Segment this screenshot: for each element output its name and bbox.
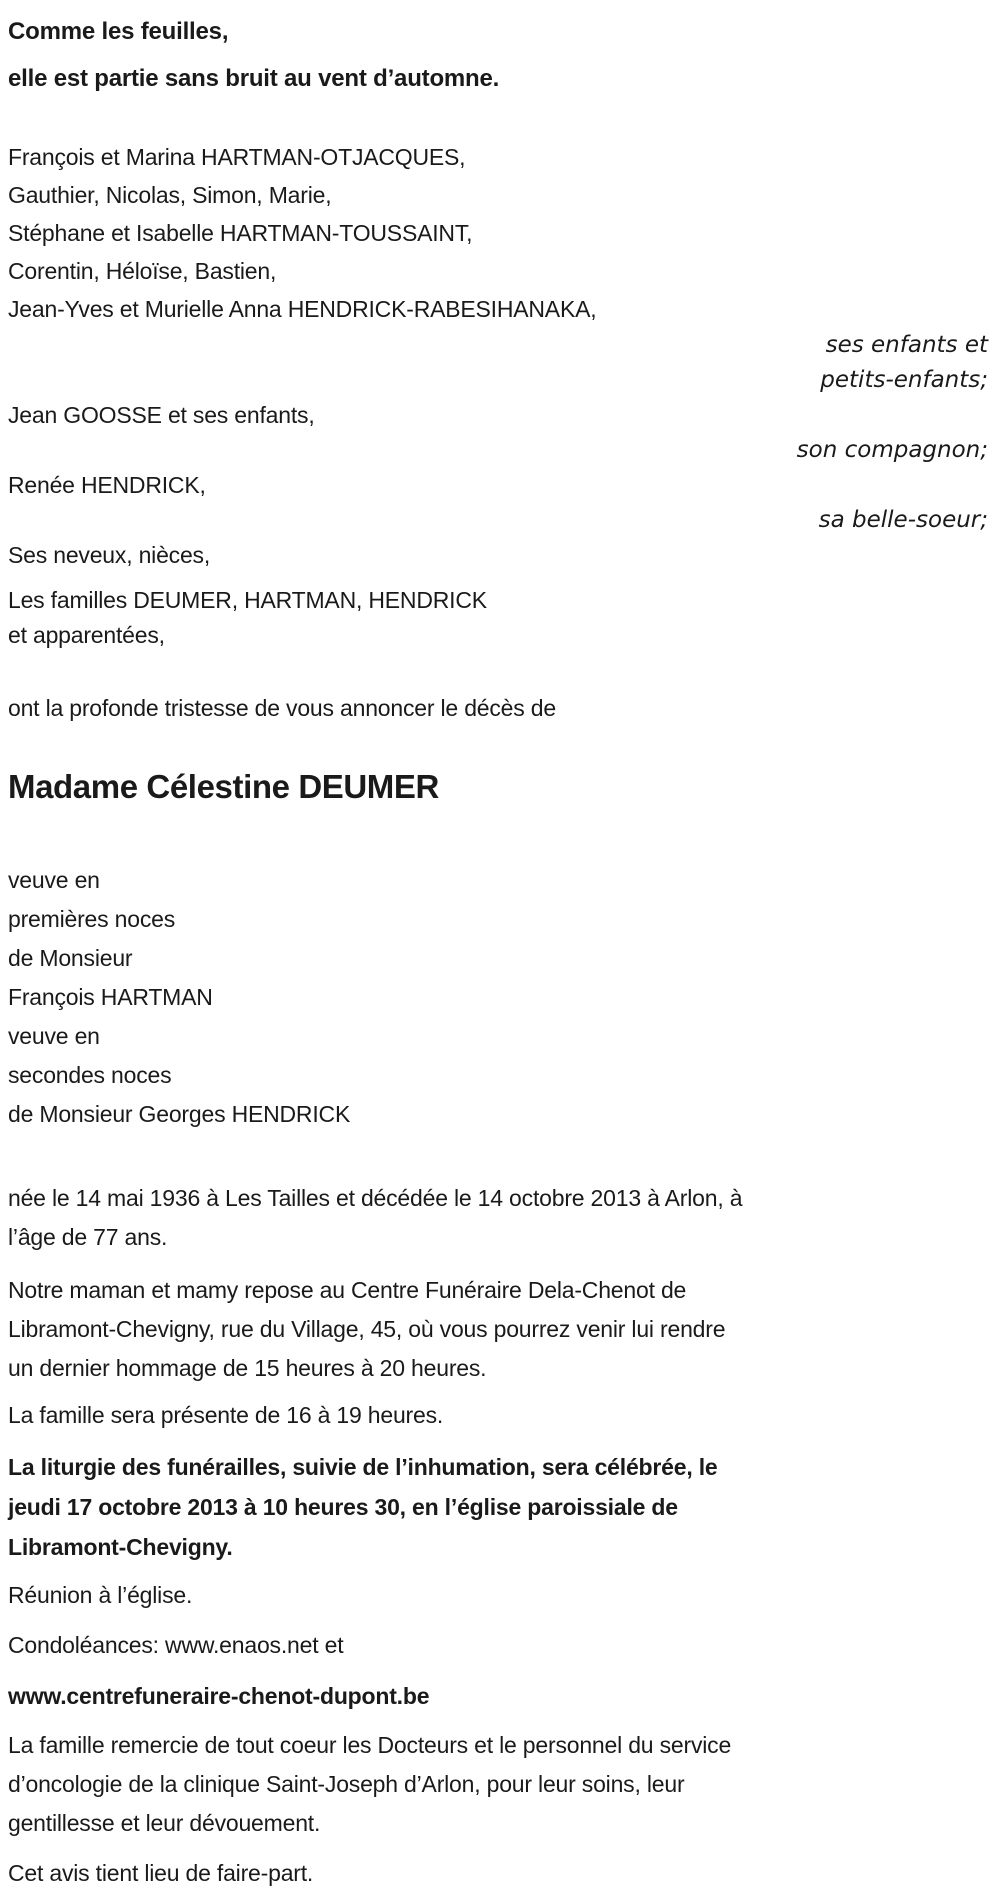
deceased-name: Madame Célestine DEUMER	[8, 768, 439, 805]
family-presence-paragraph: La famille sera présente de 16 à 19 heures.	[8, 1402, 444, 1428]
family-name-line: Gauthier, Nicolas, Simon, Marie,	[8, 182, 332, 208]
repose-paragraph: Notre maman et mamy repose au Centre Funéraire Dela-Chenot de Libramont-Chevigny, rue du Village, 45, où vous pourrez venir lui rendre un dernier hommage de 15 heures à 20 heures.	[8, 1277, 726, 1381]
family-name-line: Stéphane et Isabelle HARTMAN-TOUSSAINT,	[8, 220, 473, 246]
marriage-line: François HARTMAN	[8, 984, 213, 1010]
marriage-line: veuve en	[8, 867, 100, 893]
closing-paragraph: Cet avis tient lieu de faire-part.	[8, 1860, 314, 1886]
family-name-line: Ses neveux, nièces,	[8, 542, 211, 568]
meeting-paragraph: Réunion à l’église.	[8, 1582, 193, 1608]
relation-label: son compagnon;	[796, 437, 988, 463]
related-families	[8, 583, 988, 653]
epigraph	[8, 8, 988, 102]
family-name-line: et apparentées,	[8, 622, 165, 648]
relation-label: petits-enfants;	[820, 367, 988, 393]
marriages-block	[8, 861, 988, 1134]
announcement-sentence: ont la profonde tristesse de vous annoncer le décès de	[8, 695, 556, 721]
family-name-line: Renée HENDRICK,	[8, 472, 206, 498]
deceased-name-block	[8, 766, 988, 808]
family-name-line: Jean GOOSSE et ses enfants,	[8, 402, 315, 428]
marriage-line: secondes noces	[8, 1062, 172, 1088]
condolences-url-text: Condoléances: www.enaos.net et	[8, 1632, 344, 1658]
condolences-paragraph	[8, 1626, 988, 1665]
marriage-line: de Monsieur	[8, 945, 133, 971]
relation-label: sa belle-soeur;	[818, 507, 988, 533]
children-names	[8, 138, 988, 328]
funeral-liturgy-paragraph: La liturgie des funérailles, suivie de l’inhumation, sera célébrée, le jeudi 17 octobre 2013 à 10 heures 30, en l’église paroissiale de Libramont-Chevigny.	[8, 1454, 718, 1560]
family-name-line: Les familles DEUMER, HARTMAN, HENDRICK	[8, 587, 487, 613]
epigraph-line: elle est partie sans bruit au vent d’automne.	[8, 65, 500, 92]
relation-label: ses enfants et	[825, 332, 988, 358]
family-name-line: Corentin, Héloïse, Bastien,	[8, 258, 277, 284]
family-name-line: Jean-Yves et Murielle Anna HENDRICK-RABESIHANAKA,	[8, 296, 597, 322]
thanks-paragraph: La famille remercie de tout coeur les Docteurs et le personnel du service d’oncologie de la clinique Saint-Joseph d’Arlon, pour leur soins, leur gentillesse et leur dévouement.	[8, 1732, 732, 1836]
marriage-line: de Monsieur Georges HENDRICK	[8, 1101, 351, 1127]
website-url-text: www.centrefuneraire-chenot-dupont.be	[8, 1683, 430, 1709]
birth-death-paragraph: née le 14 mai 1936 à Les Tailles et décédée le 14 octobre 2013 à Arlon, à l’âge de 77 ans.	[8, 1185, 743, 1250]
epigraph-line: Comme les feuilles,	[8, 18, 229, 45]
marriage-line: veuve en	[8, 1023, 100, 1049]
family-name-line: François et Marina HARTMAN-OTJACQUES,	[8, 144, 466, 170]
funeral-home-website	[8, 1677, 988, 1716]
kin-relations	[8, 328, 988, 573]
marriage-line: premières noces	[8, 906, 176, 932]
